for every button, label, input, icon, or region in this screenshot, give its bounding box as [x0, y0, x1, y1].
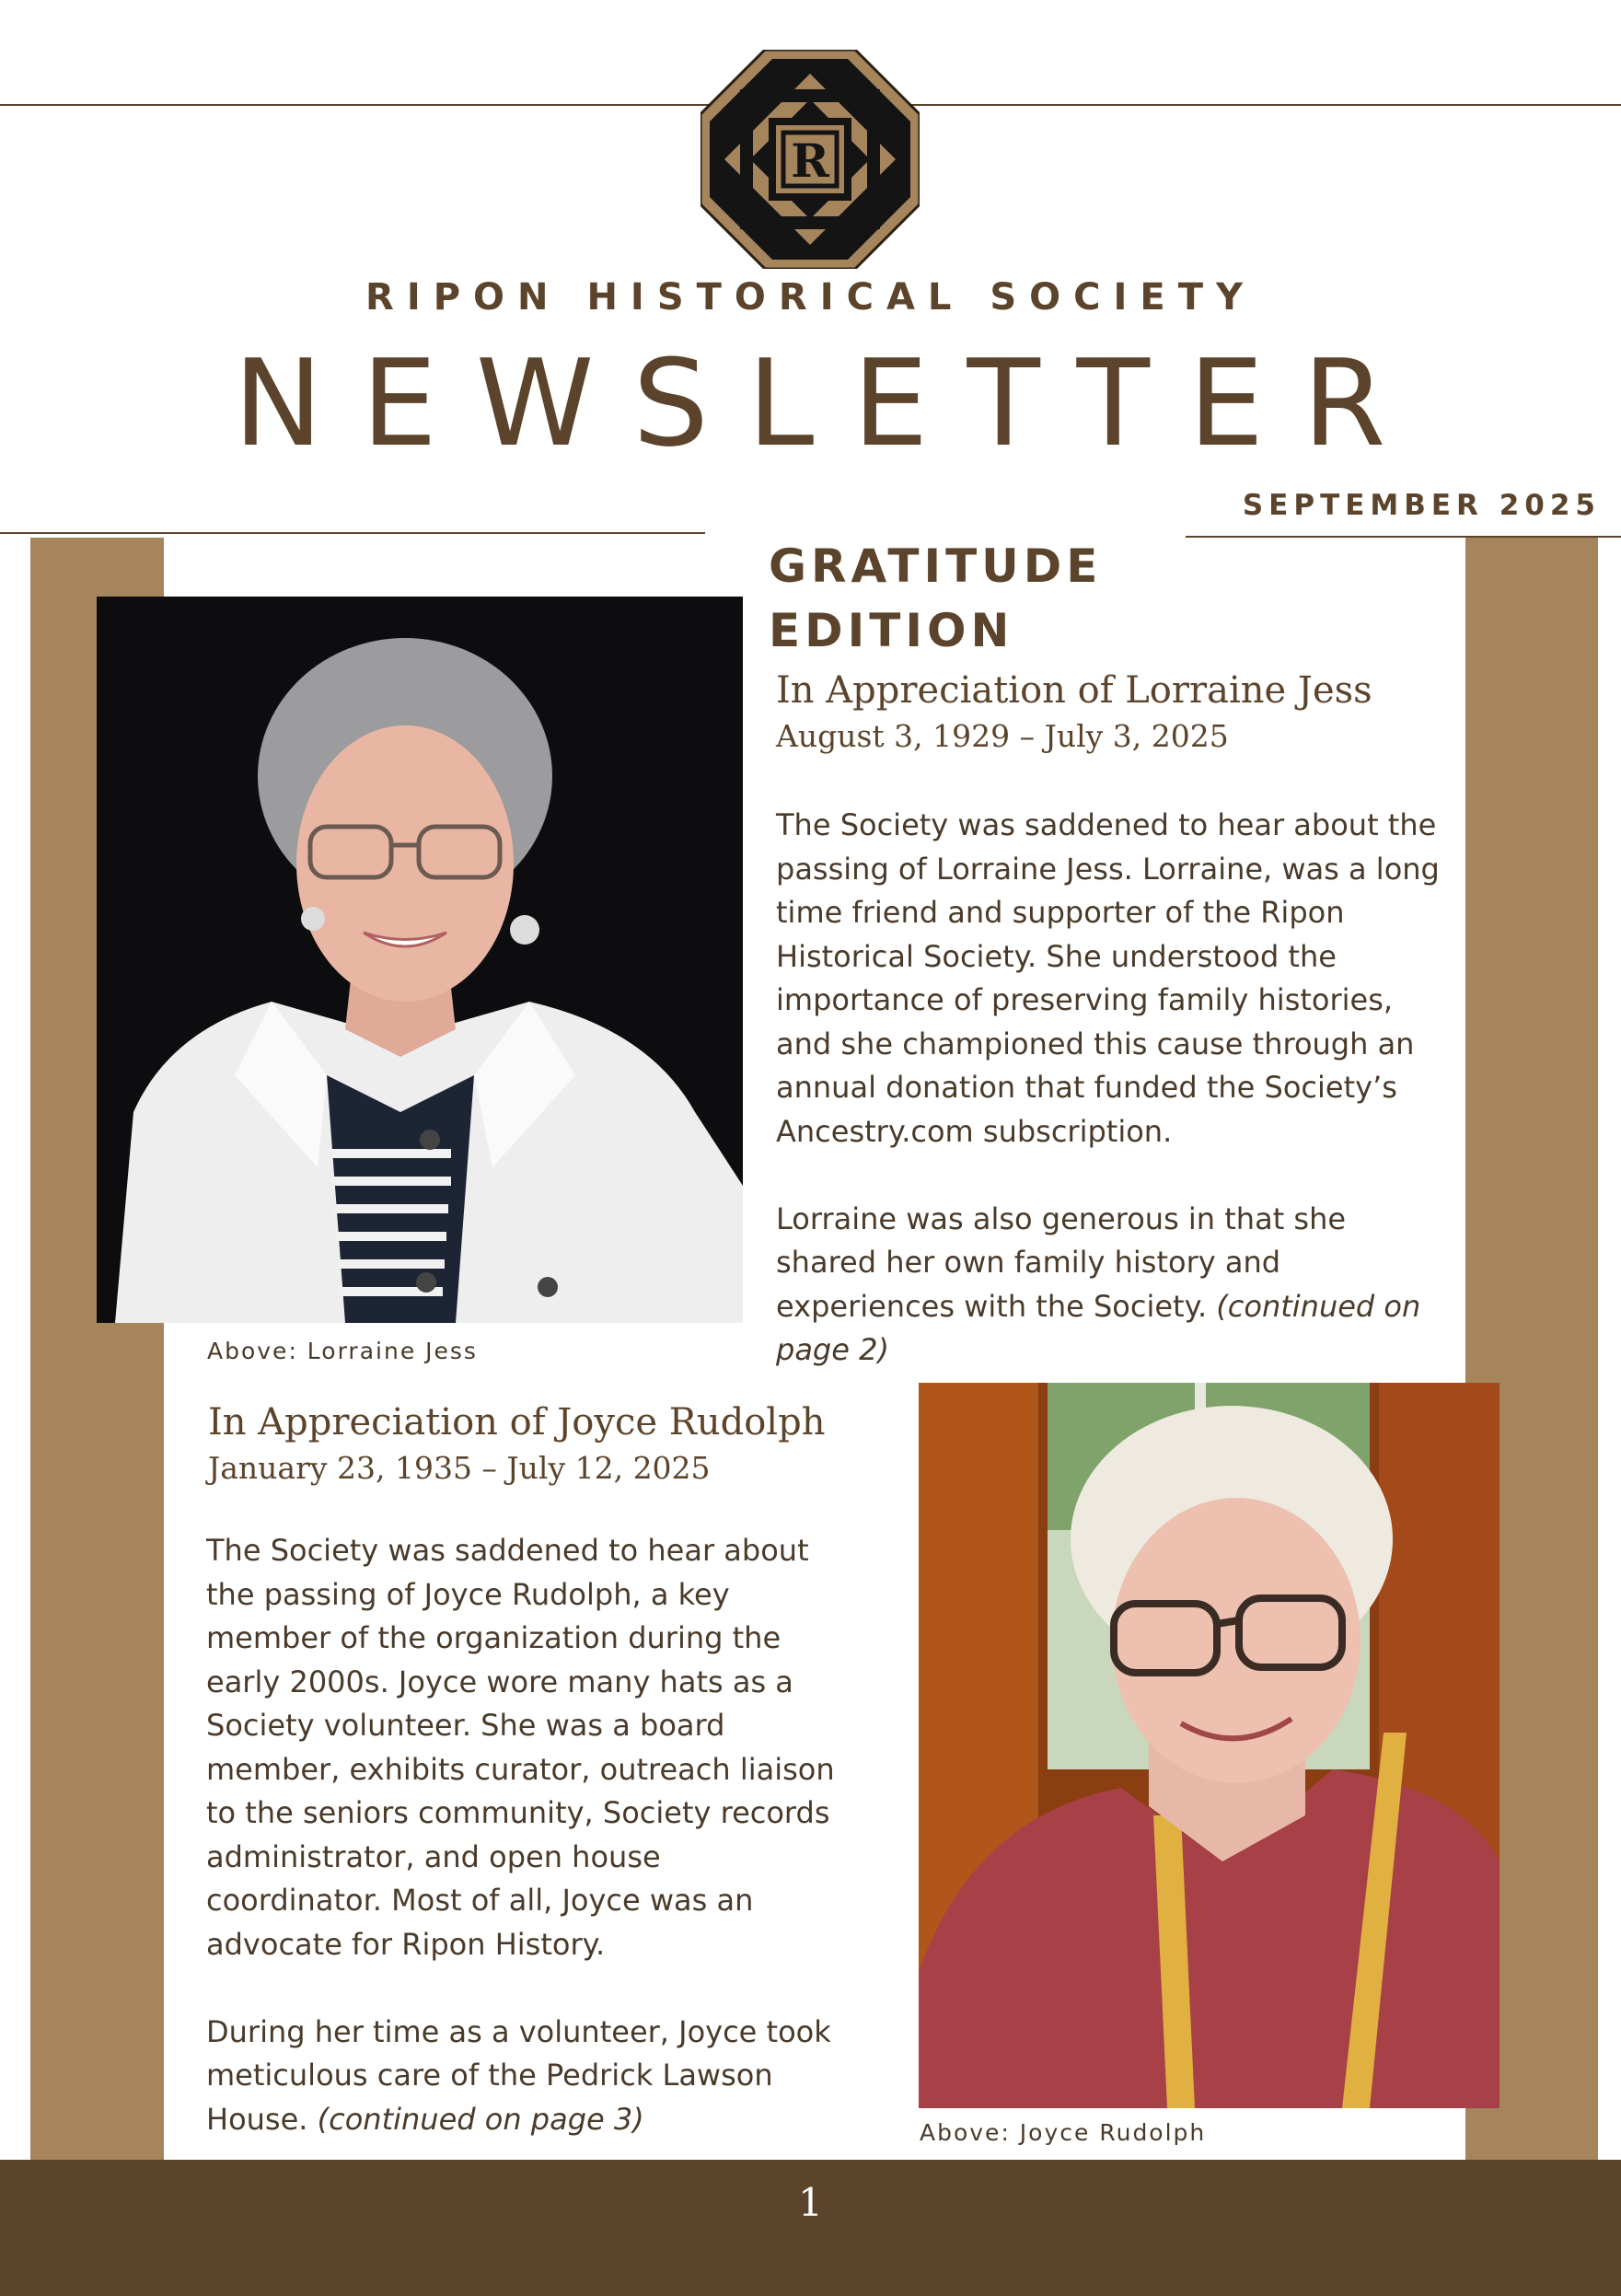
- article2-body: [206, 1529, 841, 2141]
- article2-title: [208, 1398, 825, 1490]
- header-rule-left: [0, 104, 709, 106]
- edition-title: [769, 534, 1102, 663]
- article1-paragraph-2: [776, 1198, 1443, 1373]
- lorraine-jess-photo: [97, 597, 743, 1323]
- article1-continued: (continued on page 2): [776, 1288, 1421, 1367]
- article1-title: [776, 667, 1372, 759]
- lorraine-photo-caption: Above: Lorraine Jess: [207, 1338, 478, 1364]
- article2-paragraph-2-text: During her time as a volunteer, Joyce took meticulous care of the Pedrick Lawson House.: [206, 2013, 831, 2137]
- article1-paragraph-1: The Society was saddened to hear about the passing of Lorraine Jess. Lorraine, was a long time friend and supporter of the Ripon Historical Society. She understood the importance of preserving family histories, and she championed this cause through an annual donation that funded the Society’s Ancestry.com subscription.: [776, 807, 1440, 1149]
- edition-line-2: EDITION: [769, 604, 1014, 657]
- edition-line-1: GRATITUDE: [769, 539, 1103, 593]
- logo-letter: R: [791, 133, 829, 188]
- article2-heading: In Appreciation of Joyce Rudolph: [208, 1401, 826, 1444]
- date-rule-left: [0, 532, 705, 534]
- society-logo: [701, 50, 920, 269]
- header-rule-right: [911, 104, 1621, 106]
- article1-dates: August 3, 1929 – July 3, 2025: [776, 718, 1229, 754]
- issue-date: SEPTEMBER 2025: [1242, 489, 1601, 522]
- article1-paragraph-2-text: Lorraine was also generous in that she shared her own family history and experiences with the Society.: [776, 1200, 1347, 1324]
- organization-name: RIPON HISTORICAL SOCIETY: [365, 276, 1256, 319]
- article1-body: [776, 804, 1443, 1373]
- article2-continued: (continued on page 3): [317, 2101, 644, 2137]
- article2-dates: January 23, 1935 – July 12, 2025: [208, 1450, 711, 1486]
- article1-heading: In Appreciation of Lorraine Jess: [776, 669, 1372, 712]
- masthead-title: NEWSLETTER: [233, 333, 1425, 473]
- page-number: 1: [798, 2180, 823, 2225]
- article2-paragraph-2: [206, 2011, 841, 2142]
- article2-paragraph-1: The Society was saddened to hear about the passing of Joyce Rudolph, a key member of the organization during the early 2000s. Joyce wore many hats as a Society volunteer. She was a board member, exhibits curator, outreach liaison to the seniors community, Society records administrator, and open house coordinator. Most of all, Joyce was an advocate for Ripon History.: [206, 1533, 835, 1962]
- joyce-rudolph-photo: [919, 1383, 1499, 2108]
- joyce-photo-caption: Above: Joyce Rudolph: [920, 2119, 1207, 2146]
